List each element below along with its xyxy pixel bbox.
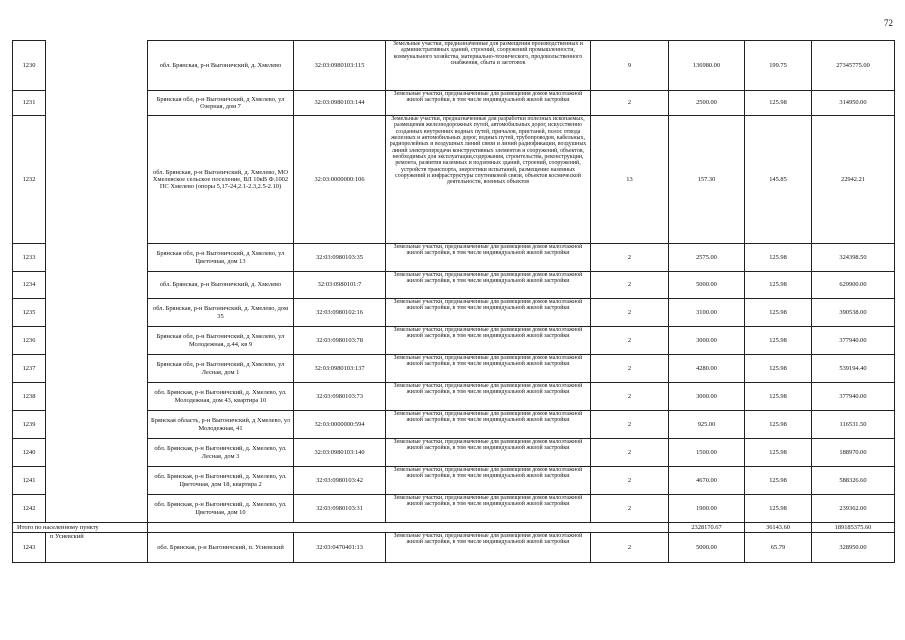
address-cell: Брянская обл, р-н Выгоничский, д Хмелево, ул Молодежная, д.44, кв 9 [148,327,294,355]
cadastral-value-cell: 588326.60 [812,467,895,495]
land-purpose-cell: Земельные участки, предназначенные для размещения домов малоэтажной жилой застройки, в том числе индивидуальной жилой застройки [386,383,591,411]
rate-cell: 125.98 [745,495,812,523]
total-area-cell: 2328170.67 [669,523,745,533]
rate-cell: 125.98 [745,91,812,116]
total-filler-cell [148,523,669,533]
area-cell: 3100.00 [669,299,745,327]
area-cell: 2575.00 [669,244,745,272]
cadastral-number-cell: 32:03:0980103:73 [294,383,386,411]
cadastral-value-cell: 239362.00 [812,495,895,523]
cadastral-value-cell: 390538.00 [812,299,895,327]
group-cell: 2 [591,383,669,411]
address-cell: обл. Брянская, р-н Выгоничский, д. Хмелево, ул. Цветочная, дом 10 [148,495,294,523]
rate-cell: 125.98 [745,355,812,383]
group-cell: 13 [591,116,669,244]
group-cell: 2 [591,439,669,467]
cadastral-number-cell: 32:03:0980103:137 [294,355,386,383]
address-cell: обл. Брянская, р-н Выгоничский, д. Хмелево, ул. Цветочная, дом 18, квартира 2 [148,467,294,495]
total-label: Итого по населенному пункту [13,523,148,533]
land-purpose-cell: Земельные участки, предназначенные для разработки полезных ископаемых, размещения железнодорожных путей, автомобильных дорог, искусственно созданных внутренних водных путей, причалов, пристаней, полос отвода железных и автомобильных дорог, водных путей, трубопроводов, кабельных, радиорелейных и воздушных линий связи и линий радиофикации, воздушных линий электропередачи конструктивных элементов и сооружений, объектов, необходимых для эксплуатации,содержания, строительства, реконструкции, ремонта, развития наземных и подземных зданий, строений, сооружений, устройств транспорта, энергетики испытаний, размещение наземных сооружений и инфраструктуры спутниковой связи, объектов космической деятельности, военных объектов [386,116,591,244]
group-cell: 2 [591,411,669,439]
land-purpose-cell: Земельные участки, предназначенные для размещения домов малоэтажной жилой застройки, в том числе индивидуальной жилой застройки [386,411,591,439]
row-number-cell: 1238 [13,383,46,411]
cadastral-value-cell: 377940.00 [812,383,895,411]
row-number-cell: 1239 [13,411,46,439]
land-purpose-cell: Земельные участки, предназначенные для размещения домов малоэтажной жилой застройки, в том числе индивидуальной жилой застройки [386,439,591,467]
row-number-cell: 1232 [13,116,46,244]
settlement-cell [46,91,148,116]
cadastral-value-cell: 27345775.00 [812,41,895,91]
land-purpose-cell: Земельные участки, предназначенные для размещения домов малоэтажной жилой застройки, в том числе индивидуальной жилой застройки [386,272,591,299]
row-number-cell: 1241 [13,467,46,495]
area-cell: 3000.00 [669,383,745,411]
cadastral-number-cell: 32:03:0980103:78 [294,327,386,355]
group-cell: 2 [591,91,669,116]
settlement-cell [46,41,148,91]
row-number-cell: 1231 [13,91,46,116]
rate-cell: 65.79 [745,533,812,563]
table-row [13,299,895,327]
address-cell: обл. Брянская, р-н Выгоничский, д. Хмелево, ул. Молодежная, дом 43, квартира 10 [148,383,294,411]
settlement-cell [46,272,148,299]
table-row [13,355,895,383]
area-cell: 1900.00 [669,495,745,523]
group-cell: 2 [591,272,669,299]
land-purpose-cell: Земельные участки, предназначенные для размещения домов малоэтажной жилой застройки, в том числе индивидуальной жилой застройки [386,467,591,495]
address-cell: Брянская обл, р-н Выгоничский, д Хмелево, ул Цветочная, дом 13 [148,244,294,272]
page-number: 72 [884,18,893,28]
address-cell: Брянская обл, р-н Выгоничский, д Хмелево, ул Лесная, дом 1 [148,355,294,383]
area-cell: 157.30 [669,116,745,244]
cadastral-value-cell: 377940.00 [812,327,895,355]
address-cell: обл. Брянская, р-н Выгоничский, д. Хмелево, дом 35 [148,299,294,327]
area-cell: 1500.00 [669,439,745,467]
table-row [13,533,895,563]
land-purpose-cell: Земельные участки, предназначенные для размещения домов малоэтажной жилой застройки, в том числе индивидуальной жилой застройки [386,327,591,355]
cadastral-number-cell: 32:03:0980103:35 [294,244,386,272]
table-row [13,383,895,411]
group-cell: 2 [591,467,669,495]
address-cell: обл. Брянская, р-н Выгоничский, п. Усиевский [148,533,294,563]
table-row [13,116,895,244]
settlement-cell [46,411,148,439]
total-row [13,523,895,533]
land-purpose-cell: Земельные участки, предназначенные для размещения домов малоэтажной жилой застройки, в том числе индивидуальной жилой застройки [386,495,591,523]
settlement-cell [46,495,148,523]
row-number-cell: 1243 [13,533,46,563]
area-cell: 2500.00 [669,91,745,116]
rate-cell: 125.98 [745,327,812,355]
table-row [13,91,895,116]
row-number-cell: 1233 [13,244,46,272]
row-number-cell: 1242 [13,495,46,523]
rate-cell: 125.98 [745,467,812,495]
rate-cell: 125.98 [745,411,812,439]
group-cell: 2 [591,299,669,327]
rate-cell: 125.98 [745,439,812,467]
total-value-cell: 189185375.60 [812,523,895,533]
settlement-cell [46,383,148,411]
group-cell: 2 [591,495,669,523]
rate-cell: 199.75 [745,41,812,91]
settlement-cell [46,327,148,355]
address-cell: обл. Брянская, р-н Выгоничский, д. Хмелево, ул. Лесная, дом 3 [148,439,294,467]
cadastral-value-cell: 188970.00 [812,439,895,467]
area-cell: 4670.00 [669,467,745,495]
address-cell: Брянская обл, р-н Выгоничский, д Хмелево, ул Озерная, дом 7 [148,91,294,116]
settlement-name-cell: п Усиевский [46,533,148,563]
row-number-cell: 1234 [13,272,46,299]
table-row [13,411,895,439]
cadastral-number-cell: 32:03:0980103:31 [294,495,386,523]
group-cell: 2 [591,244,669,272]
land-purpose-cell: Земельные участки, предназначенные для размещения домов малоэтажной жилой застройки, в том числе индивидуальной жилой застройки [386,355,591,383]
table-row [13,467,895,495]
row-number-cell: 1235 [13,299,46,327]
land-purpose-cell: Земельные участки, предназначенные для размещения производственных и административных зданий, строений, сооружений промышленности, коммунального хозяйства, материально-технического, продовольственного снабжения, сбыта и заготовок [386,41,591,91]
settlement-cell [46,299,148,327]
cadastral-value-cell: 314950.00 [812,91,895,116]
settlement-cell [46,355,148,383]
cadastral-value-cell: 22942.21 [812,116,895,244]
table-row [13,495,895,523]
settlement-cell [46,467,148,495]
cadastral-number-cell: 32:03:0980101:7 [294,272,386,299]
cadastral-value-cell: 324398.50 [812,244,895,272]
land-purpose-cell: Земельные участки, предназначенные для размещения домов малоэтажной жилой застройки, в том числе индивидуальной жилой застройки [386,299,591,327]
row-number-cell: 1240 [13,439,46,467]
table-row [13,244,895,272]
land-purpose-cell: Земельные участки, предназначенные для размещения домов малоэтажной жилой застройки, в том числе индивидуальной жилой застройки [386,244,591,272]
cadastral-number-cell: 32:03:0000000:106 [294,116,386,244]
cadastral-number-cell: 32:03:0470401:13 [294,533,386,563]
group-cell: 2 [591,533,669,563]
table-row [13,272,895,299]
area-cell: 925.00 [669,411,745,439]
settlement-cell [46,116,148,244]
land-purpose-cell: Земельные участки, предназначенные для размещения домов малоэтажной жилой застройки, в том числе индивидуальной жилой застройки [386,91,591,116]
rate-cell: 145.85 [745,116,812,244]
cadastral-value-cell: 116531.50 [812,411,895,439]
rate-cell: 125.98 [745,383,812,411]
cadastral-number-cell: 32:03:0980103:115 [294,41,386,91]
cadastral-value-cell: 629900.00 [812,272,895,299]
row-number-cell: 1230 [13,41,46,91]
area-cell: 4280.00 [669,355,745,383]
land-purpose-cell: Земельные участки, предназначенные для размещения домов малоэтажной жилой застройки, в том числе индивидуальной жилой застройки [386,533,591,563]
cadastral-number-cell: 32:03:0980103:140 [294,439,386,467]
group-cell: 9 [591,41,669,91]
group-cell: 2 [591,355,669,383]
address-cell: Брянская область, р-н Выгоничский, д Хмелево, ул Молодежная, 41 [148,411,294,439]
cadastral-number-cell: 32:03:0000000:594 [294,411,386,439]
table-row [13,41,895,91]
cadastral-number-cell: 32:03:0980102:16 [294,299,386,327]
total-rate-cell: 36143.60 [745,523,812,533]
settlement-cell [46,244,148,272]
rate-cell: 125.98 [745,244,812,272]
address-cell: обл. Брянская, р-н Выгоничский, д. Хмелево [148,41,294,91]
area-cell: 5000.00 [669,533,745,563]
area-cell: 136980.00 [669,41,745,91]
settlement-cell [46,439,148,467]
table-row [13,327,895,355]
table-row [13,439,895,467]
rate-cell: 125.98 [745,272,812,299]
area-cell: 5000.00 [669,272,745,299]
cadastral-value-cell: 328950.00 [812,533,895,563]
address-cell: обл. Брянская, р-н Выгоничский, д. Хмелево, МО Хмелевское сельское поселение, ВЛ 10кВ Ф.1002 ПС Хмелево (опоры 5,17-24,2.1-2.3,2.5-2.10) [148,116,294,244]
address-cell: обл. Брянская, р-н Выгоничский, д. Хмелево [148,272,294,299]
cadastral-value-cell: 539194.40 [812,355,895,383]
group-cell: 2 [591,327,669,355]
rate-cell: 125.98 [745,299,812,327]
cadastral-number-cell: 32:03:0980103:42 [294,467,386,495]
row-number-cell: 1237 [13,355,46,383]
cadastral-number-cell: 32:03:0980103:144 [294,91,386,116]
row-number-cell: 1236 [13,327,46,355]
area-cell: 3000.00 [669,327,745,355]
cadastral-value-table [12,40,895,563]
